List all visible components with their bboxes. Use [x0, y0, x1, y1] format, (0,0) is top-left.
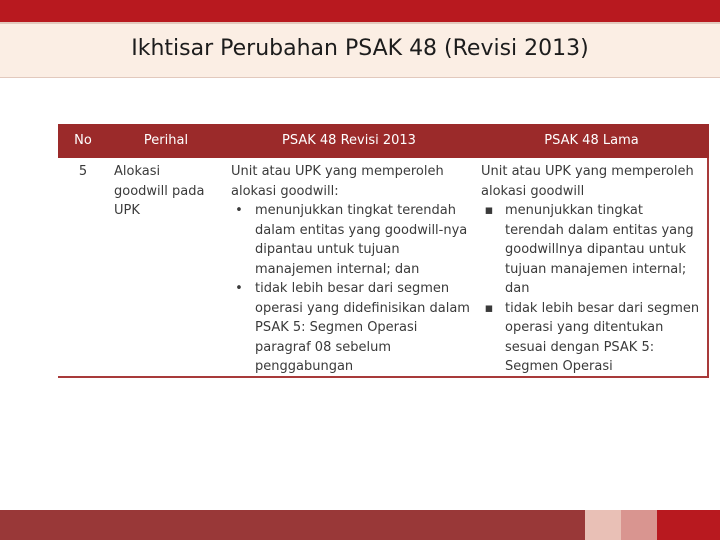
bullet-line: menunjukkan tingkat terendah	[255, 203, 456, 218]
revisi-intro-line: Unit atau UPK yang memperoleh	[231, 164, 444, 179]
square-bullet-icon: ▪	[484, 203, 494, 218]
bullet-line: manajemen internal; dan	[255, 261, 420, 277]
bullet-line: menunjukkan tingkat	[505, 203, 643, 218]
square-bullet-icon: ▪	[484, 300, 494, 316]
header-psak-lama: PSAK 48 Lama	[544, 133, 639, 148]
header-perihal: Perihal	[143, 133, 189, 148]
bullet-line: operasi yang ditentukan	[505, 320, 664, 335]
lama-bullet-list	[481, 201, 706, 377]
bullet-line: dan	[505, 281, 530, 296]
lama-bullet-item	[481, 299, 706, 377]
bullet-line: tidak lebih besar dari segmen	[505, 300, 700, 316]
lama-intro-line: Unit atau UPK yang memperoleh	[481, 164, 694, 179]
bullet-icon: •	[235, 281, 243, 296]
bullet-icon: •	[235, 203, 243, 218]
top-accent-bar	[0, 0, 720, 22]
cell-psak-lama	[481, 162, 706, 377]
bullet-line: tujuan manajemen internal;	[505, 261, 687, 277]
bullet-line: terendah dalam entitas yang	[505, 222, 694, 238]
bullet-line: tidak lebih besar dari segmen	[255, 281, 450, 296]
cell-perihal	[114, 162, 224, 221]
revisi-intro-line: alokasi goodwill:	[231, 183, 339, 199]
footer-square-medium	[621, 510, 657, 540]
bullet-line: operasi yang didefinisikan dalam	[255, 300, 470, 316]
footer-square-light	[585, 510, 621, 540]
revisi-bullet-item	[231, 201, 471, 279]
bottom-accent-bar	[0, 510, 585, 540]
bullet-line: goodwillnya dipantau untuk	[505, 242, 687, 257]
footer-square-dark	[657, 510, 720, 540]
bullet-line: sesuai dengan PSAK 5:	[505, 339, 655, 355]
header-no: No	[74, 133, 92, 148]
lama-intro-line: alokasi goodwill	[481, 183, 585, 199]
perihal-line: goodwill pada	[114, 183, 205, 199]
perihal-line: Alokasi	[114, 164, 161, 179]
bullet-line: Segmen Operasi	[505, 359, 613, 374]
slide-title: Ikhtisar Perubahan PSAK 48 (Revisi 2013)	[131, 36, 589, 61]
revisi-bullet-list	[231, 201, 471, 377]
bullet-line: dipantau untuk tujuan	[255, 242, 400, 257]
lama-bullet-item	[481, 201, 706, 299]
bullet-line: penggabungan	[255, 359, 354, 374]
bullet-line: dalam entitas yang goodwill-nya	[255, 222, 468, 238]
cell-no: 5	[78, 164, 88, 179]
cell-psak-revisi	[231, 162, 471, 377]
bullet-line: paragraf 08 sebelum	[255, 339, 392, 355]
revisi-bullet-item	[231, 279, 471, 377]
header-psak-revisi: PSAK 48 Revisi 2013	[282, 133, 416, 148]
bullet-line: PSAK 5: Segmen Operasi	[255, 320, 418, 335]
perihal-line: UPK	[114, 203, 140, 218]
